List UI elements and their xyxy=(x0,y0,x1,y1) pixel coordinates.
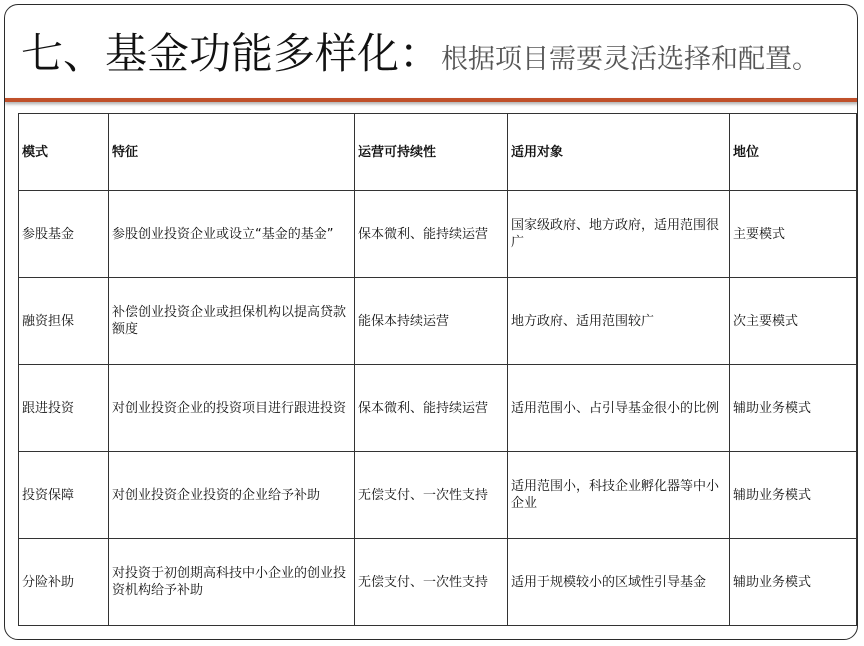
cell-feature: 对投资于初创期高科技中小企业的创业投资机构给予补助 xyxy=(109,539,355,626)
cell-feature: 对创业投资企业投资的企业给予补助 xyxy=(109,452,355,539)
cell-feature: 补偿创业投资企业或担保机构以提高贷款额度 xyxy=(109,278,355,365)
header-feature: 特征 xyxy=(109,114,355,191)
table-header-row xyxy=(19,114,857,191)
cell-feature: 参股创业投资企业或设立“基金的基金” xyxy=(109,191,355,278)
cell-sustainability: 无偿支付、一次性支持 xyxy=(355,539,508,626)
slide-title-subtitle: 根据项目需要灵活选择和配置。 xyxy=(441,44,820,75)
table-row xyxy=(19,191,857,278)
cell-status: 主要模式 xyxy=(730,191,857,278)
cell-status: 辅助业务模式 xyxy=(730,539,857,626)
cell-applicable-target: 适用于规模较小的区域性引导基金 xyxy=(508,539,730,626)
slide xyxy=(4,4,858,640)
cell-status: 次主要模式 xyxy=(730,278,857,365)
cell-mode: 投资保障 xyxy=(19,452,109,539)
table-row xyxy=(19,278,857,365)
title-divider xyxy=(5,98,858,102)
cell-applicable-target: 适用范围小，科技企业孵化器等中小企业 xyxy=(508,452,730,539)
cell-mode: 分险补助 xyxy=(19,539,109,626)
cell-mode: 融资担保 xyxy=(19,278,109,365)
cell-mode: 跟进投资 xyxy=(19,365,109,452)
slide-title xyxy=(21,29,820,78)
cell-status: 辅助业务模式 xyxy=(730,452,857,539)
cell-status: 辅助业务模式 xyxy=(730,365,857,452)
header-mode: 模式 xyxy=(19,114,109,191)
cell-applicable-target: 适用范围小、占引导基金很小的比例 xyxy=(508,365,730,452)
header-sustainability: 运营可持续性 xyxy=(355,114,508,191)
cell-applicable-target: 地方政府、适用范围较广 xyxy=(508,278,730,365)
cell-sustainability: 保本微利、能持续运营 xyxy=(355,365,508,452)
cell-applicable-target: 国家级政府、地方政府，适用范围很广 xyxy=(508,191,730,278)
cell-sustainability: 能保本持续运营 xyxy=(355,278,508,365)
table-row xyxy=(19,539,857,626)
cell-mode: 参股基金 xyxy=(19,191,109,278)
fund-modes-table xyxy=(18,113,857,626)
cell-feature: 对创业投资企业的投资项目进行跟进投资 xyxy=(109,365,355,452)
table-row xyxy=(19,452,857,539)
cell-sustainability: 无偿支付、一次性支持 xyxy=(355,452,508,539)
header-applicable-target: 适用对象 xyxy=(508,114,730,191)
header-status: 地位 xyxy=(730,114,857,191)
cell-sustainability: 保本微利、能持续运营 xyxy=(355,191,508,278)
slide-title-main: 七、基金功能多样化： xyxy=(21,29,442,78)
table-row xyxy=(19,365,857,452)
